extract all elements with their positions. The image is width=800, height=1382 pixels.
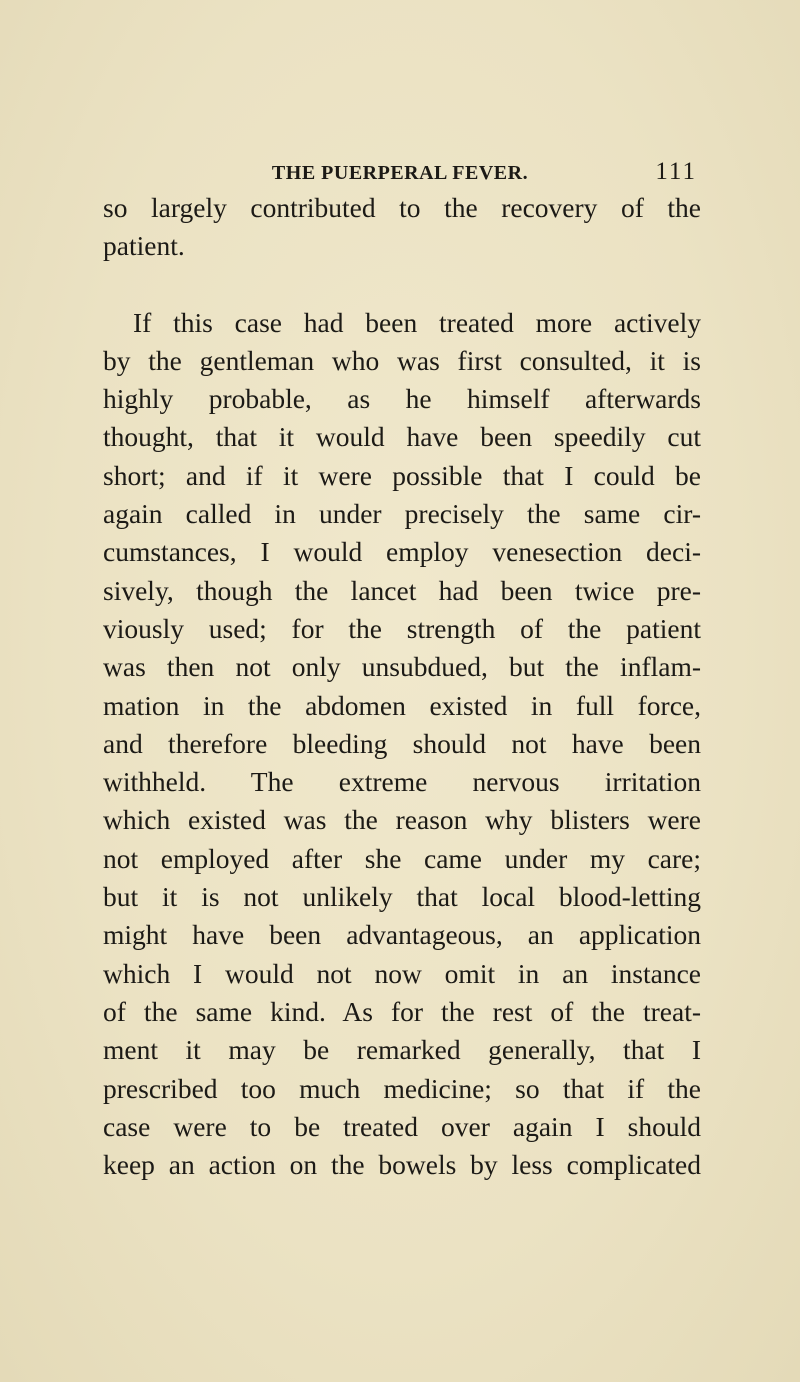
text-line: and therefore bleeding should not have been — [103, 727, 701, 759]
text-line: prescribed too much medicine; so that if the — [103, 1072, 701, 1104]
text-line: not employed after she came under my care; — [103, 842, 701, 874]
text-line: short; and if it were possible that I could be — [103, 459, 701, 491]
text-line: patient. — [103, 230, 185, 262]
text-line: viously used; for the strength of the patient — [103, 612, 701, 644]
running-title: THE PUERPERAL FEVER. — [271, 162, 529, 184]
text-line: highly probable, as he himself afterwards — [103, 383, 701, 415]
text-line: ment it may be remarked generally, that I — [103, 1034, 701, 1066]
text-line: might have been advantageous, an application — [103, 919, 701, 951]
text-line: thought, that it would have been speedily cut — [103, 421, 701, 453]
text-line: of the same kind. As for the rest of the treat- — [103, 995, 701, 1027]
page-number: 111 — [655, 158, 697, 185]
paragraph-continuation — [103, 189, 701, 266]
text-line: but it is not unlikely that local blood-letting — [103, 881, 701, 913]
paragraph — [103, 304, 701, 1185]
text-line: so largely contributed to the recovery of the — [103, 192, 701, 223]
text-line: keep an action on the bowels by less complicated — [103, 1149, 701, 1181]
text-line: sively, though the lancet had been twice pre- — [103, 574, 701, 606]
text-line: case were to be treated over again I should — [103, 1110, 701, 1142]
text-line: again called in under precisely the same cir- — [103, 498, 701, 530]
text-line: by the gentleman who was first consulted, it is — [103, 344, 701, 376]
text-line: which existed was the reason why blisters were — [103, 804, 701, 836]
text-line: cumstances, I would employ venesection deci- — [103, 536, 701, 568]
text-line: withheld. The extreme nervous irritation — [103, 766, 701, 798]
text-line: If this case had been treated more actively — [133, 306, 701, 338]
running-head — [103, 150, 697, 190]
text-line: was then not only unsubdued, but the inflam- — [103, 651, 701, 683]
text-line: mation in the abdomen existed in full force, — [103, 689, 701, 721]
text-line: which I would not now omit in an instance — [103, 957, 701, 989]
body-text — [103, 189, 701, 1184]
